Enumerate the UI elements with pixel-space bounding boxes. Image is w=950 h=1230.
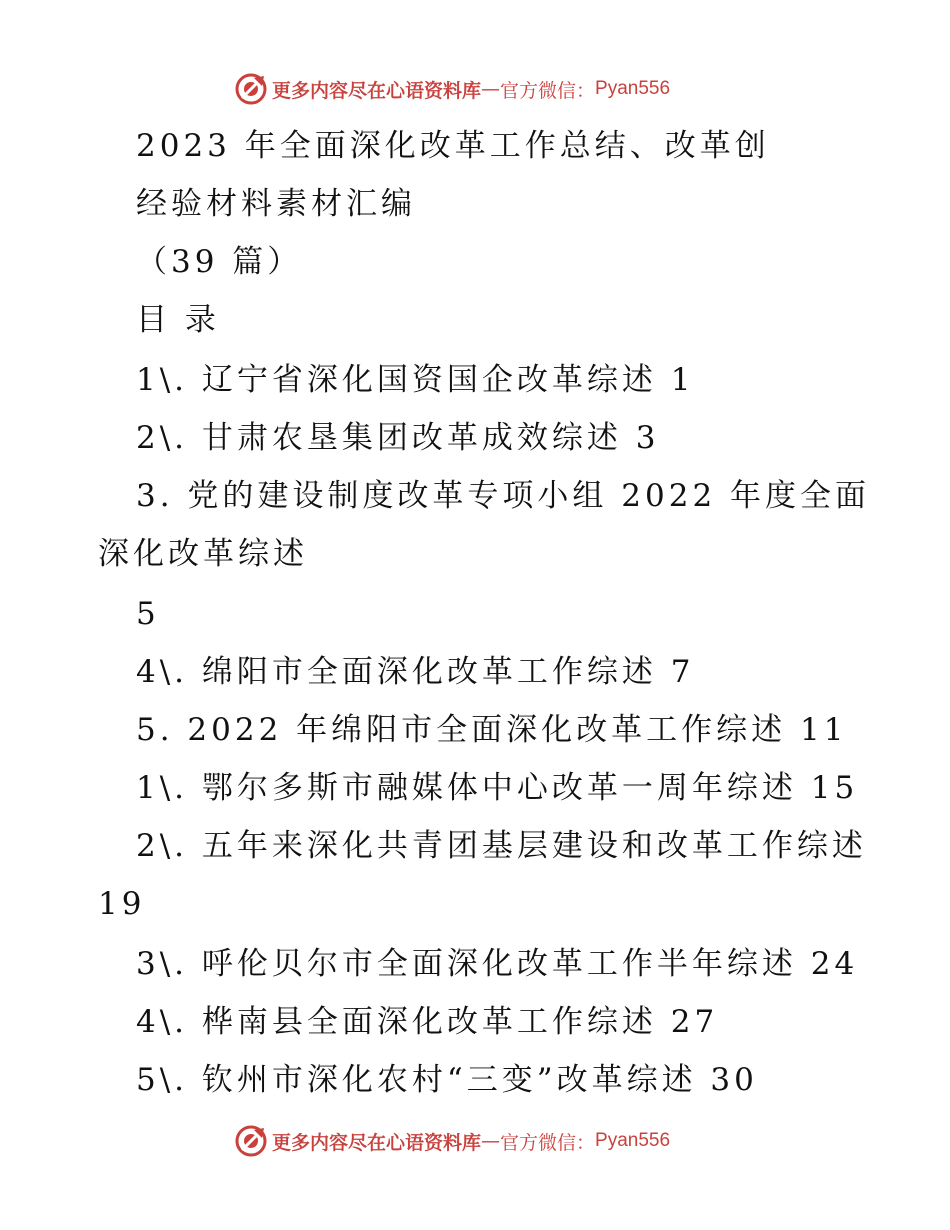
toc-entry-page: 19 <box>98 886 146 922</box>
watermark-header <box>234 72 670 106</box>
watermark-id: Pyan556 <box>595 1130 671 1151</box>
watermark-label: 官方微信： <box>500 79 596 102</box>
toc-entry: 2\. 甘肃农垦集团改革成效综述 3 <box>136 420 660 456</box>
toc-entry-page: 5 <box>136 596 160 632</box>
toc-entry: 5. 2022 年绵阳市全面深化改革工作综述 11 <box>136 712 848 748</box>
watermark-dash: — <box>481 1130 501 1152</box>
toc-entry: 5\. 钦州市深化农村“三变”改革综述 30 <box>136 1062 758 1098</box>
watermark-footer <box>234 1124 670 1158</box>
toc-entry: 1\. 辽宁省深化国资国企改革综述 1 <box>136 362 695 398</box>
toc-entry: 4\. 桦南县全面深化改革工作综述 27 <box>136 1004 719 1040</box>
toc-entry: 1\. 鄂尔多斯市融媒体中心改革一周年综述 15 <box>136 770 859 806</box>
watermark-text: 更多内容尽在心语资料库 <box>272 79 482 102</box>
toc-entry: 4\. 绵阳市全面深化改革工作综述 7 <box>136 654 695 690</box>
title-line-1: 2023 年全面深化改革工作总结、改革创 <box>136 128 770 164</box>
toc-heading: 目 录 <box>136 302 220 338</box>
watermark-label: 官方微信： <box>500 1131 596 1154</box>
watermark-text: 更多内容尽在心语资料库 <box>272 1131 482 1154</box>
logo-icon <box>234 72 268 106</box>
logo-icon <box>234 1124 268 1158</box>
toc-entry: 2\. 五年来深化共青团基层建设和改革工作综述 <box>136 828 867 864</box>
toc-entry: 3. 党的建设制度改革专项小组 2022 年度全面 <box>136 478 871 514</box>
toc-entry-continuation: 深化改革综述 <box>98 536 308 572</box>
watermark-id: Pyan556 <box>595 78 671 99</box>
article-count: （39 篇） <box>136 244 303 280</box>
toc-entry: 3\. 呼伦贝尔市全面深化改革工作半年综述 24 <box>136 946 859 982</box>
title-line-2: 经验材料素材汇编 <box>136 186 416 222</box>
watermark-dash: — <box>481 78 501 100</box>
